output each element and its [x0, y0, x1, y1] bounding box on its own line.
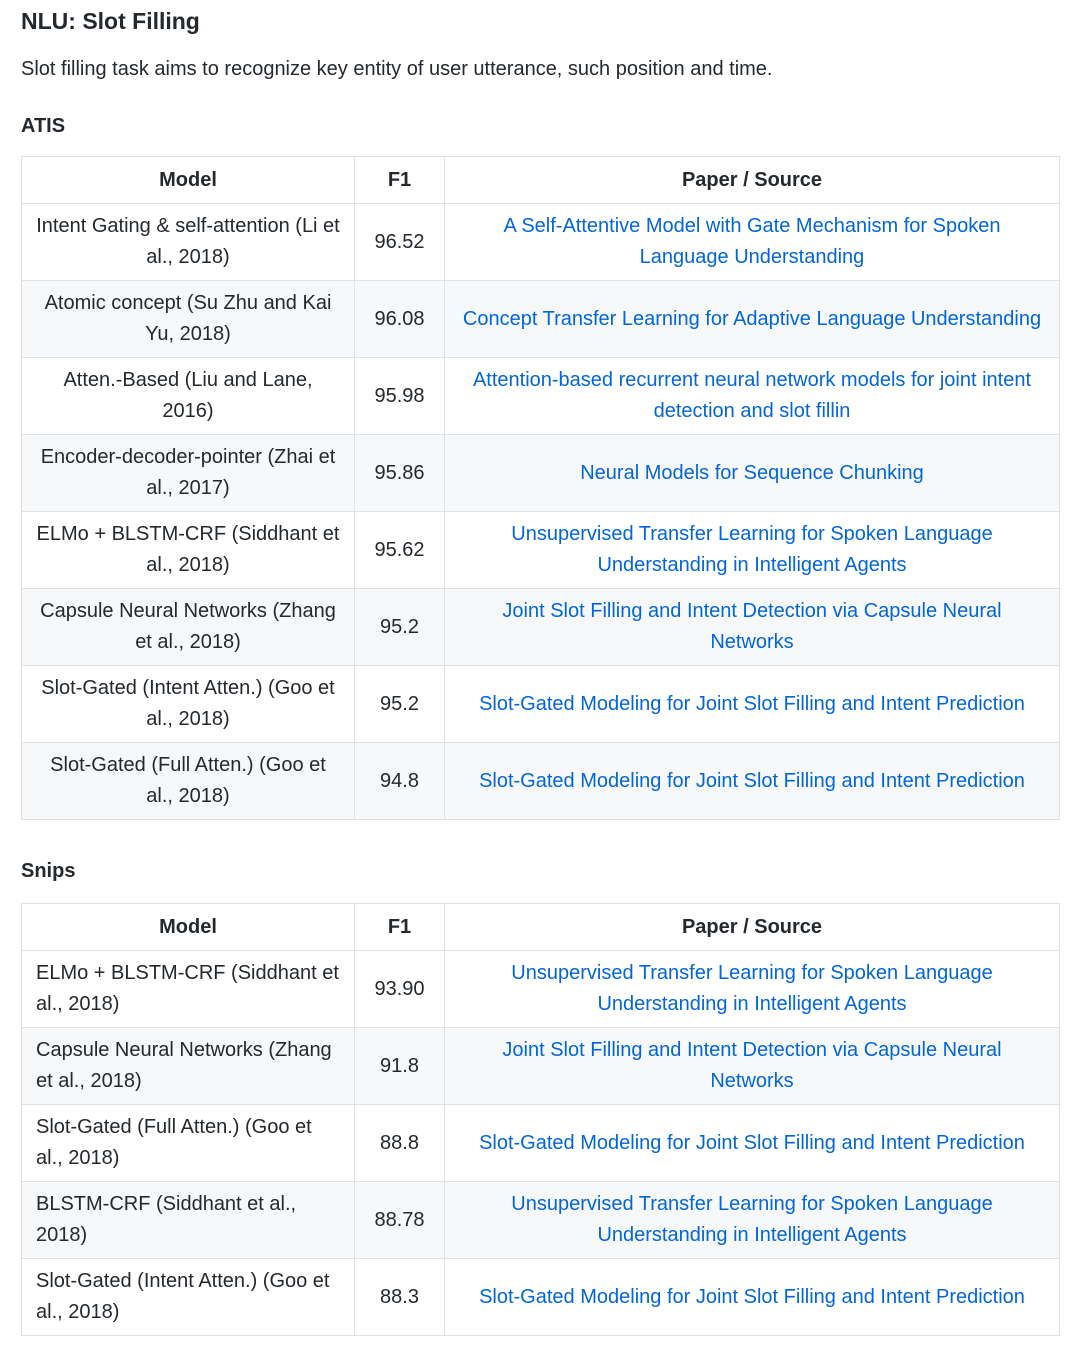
f1-score-cell: 96.52	[355, 204, 445, 281]
table-row	[22, 204, 1060, 281]
table-row	[22, 743, 1060, 820]
table-row	[22, 435, 1060, 512]
source-cell	[445, 666, 1060, 743]
snips-table-body	[22, 951, 1060, 1336]
model-cell: ELMo + BLSTM-CRF (Siddhant et al., 2018)	[22, 951, 355, 1028]
f1-score-cell: 88.78	[355, 1182, 445, 1259]
intro-paragraph: Slot filling task aims to recognize key entity of user utterance, such position and time.	[21, 58, 773, 80]
source-column-header: Paper / Source	[445, 157, 1060, 204]
source-column-header: Paper / Source	[445, 904, 1060, 951]
model-cell: Encoder-decoder-pointer (Zhai et al., 2017)	[22, 435, 355, 512]
snips-table	[21, 903, 1060, 1336]
paper-link[interactable]: Slot-Gated Modeling for Joint Slot Filling and Intent Prediction	[479, 1131, 1025, 1154]
table-header-row	[22, 904, 1060, 951]
f1-column-header: F1	[355, 157, 445, 204]
model-column-header: Model	[22, 904, 355, 951]
source-cell	[445, 281, 1060, 358]
paper-link[interactable]: Slot-Gated Modeling for Joint Slot Filling and Intent Prediction	[479, 769, 1025, 792]
f1-score-cell: 95.2	[355, 666, 445, 743]
table-row	[22, 512, 1060, 589]
f1-column-header: F1	[355, 904, 445, 951]
f1-score-cell: 95.2	[355, 589, 445, 666]
f1-score-cell: 93.90	[355, 951, 445, 1028]
model-cell: Atten.-Based (Liu and Lane, 2016)	[22, 358, 355, 435]
paper-link[interactable]: Unsupervised Transfer Learning for Spoken Language Understanding in Intelligent Agents	[511, 523, 993, 576]
f1-score-cell: 88.3	[355, 1259, 445, 1336]
page-title: NLU: Slot Filling	[21, 8, 200, 34]
f1-score-cell: 96.08	[355, 281, 445, 358]
source-cell	[445, 589, 1060, 666]
paper-link[interactable]: A Self-Attentive Model with Gate Mechanism for Spoken Language Understanding	[503, 215, 1001, 268]
source-cell	[445, 358, 1060, 435]
source-cell	[445, 1182, 1060, 1259]
f1-score-cell: 95.98	[355, 358, 445, 435]
source-cell	[445, 743, 1060, 820]
f1-score-cell: 94.8	[355, 743, 445, 820]
f1-score-cell: 88.8	[355, 1105, 445, 1182]
model-cell: ELMo + BLSTM-CRF (Siddhant et al., 2018)	[22, 512, 355, 589]
model-cell: Slot-Gated (Intent Atten.) (Goo et al., 2018)	[22, 1259, 355, 1336]
paper-link[interactable]: Unsupervised Transfer Learning for Spoken Language Understanding in Intelligent Agents	[511, 962, 993, 1015]
paper-link[interactable]: Slot-Gated Modeling for Joint Slot Filling and Intent Prediction	[479, 692, 1025, 715]
model-cell: BLSTM-CRF (Siddhant et al., 2018)	[22, 1182, 355, 1259]
model-cell: Slot-Gated (Full Atten.) (Goo et al., 2018)	[22, 1105, 355, 1182]
paper-link[interactable]: Neural Models for Sequence Chunking	[580, 461, 924, 484]
atis-table-body	[22, 204, 1060, 820]
paper-link[interactable]: Joint Slot Filling and Intent Detection via Capsule Neural Networks	[502, 1039, 1002, 1092]
atis-table	[21, 156, 1060, 820]
snips-heading: Snips	[21, 860, 76, 882]
f1-score-cell: 95.86	[355, 435, 445, 512]
source-cell	[445, 204, 1060, 281]
paper-link[interactable]: Joint Slot Filling and Intent Detection via Capsule Neural Networks	[502, 600, 1002, 653]
table-row	[22, 1182, 1060, 1259]
table-row	[22, 589, 1060, 666]
table-header-row	[22, 157, 1060, 204]
table-row	[22, 1105, 1060, 1182]
atis-heading: ATIS	[21, 115, 66, 137]
model-cell: Capsule Neural Networks (Zhang et al., 2018)	[22, 589, 355, 666]
f1-score-cell: 91.8	[355, 1028, 445, 1105]
table-row	[22, 1259, 1060, 1336]
source-cell	[445, 951, 1060, 1028]
table-row	[22, 951, 1060, 1028]
source-cell	[445, 435, 1060, 512]
paper-link[interactable]: Attention-based recurrent neural network models for joint intent detection and slot fillin	[472, 369, 1032, 422]
model-cell: Intent Gating & self-attention (Li et al., 2018)	[22, 204, 355, 281]
model-cell: Capsule Neural Networks (Zhang et al., 2018)	[22, 1028, 355, 1105]
table-row	[22, 281, 1060, 358]
source-cell	[445, 1105, 1060, 1182]
source-cell	[445, 512, 1060, 589]
model-cell: Atomic concept (Su Zhu and Kai Yu, 2018)	[22, 281, 355, 358]
model-column-header: Model	[22, 157, 355, 204]
table-row	[22, 666, 1060, 743]
paper-link[interactable]: Unsupervised Transfer Learning for Spoken Language Understanding in Intelligent Agents	[511, 1193, 993, 1246]
table-row	[22, 358, 1060, 435]
paper-link[interactable]: Slot-Gated Modeling for Joint Slot Filling and Intent Prediction	[479, 1285, 1025, 1308]
source-cell	[445, 1028, 1060, 1105]
model-cell: Slot-Gated (Full Atten.) (Goo et al., 2018)	[22, 743, 355, 820]
paper-link[interactable]: Concept Transfer Learning for Adaptive Language Understanding	[462, 307, 1042, 330]
f1-score-cell: 95.62	[355, 512, 445, 589]
source-cell	[445, 1259, 1060, 1336]
table-row	[22, 1028, 1060, 1105]
model-cell: Slot-Gated (Intent Atten.) (Goo et al., 2018)	[22, 666, 355, 743]
